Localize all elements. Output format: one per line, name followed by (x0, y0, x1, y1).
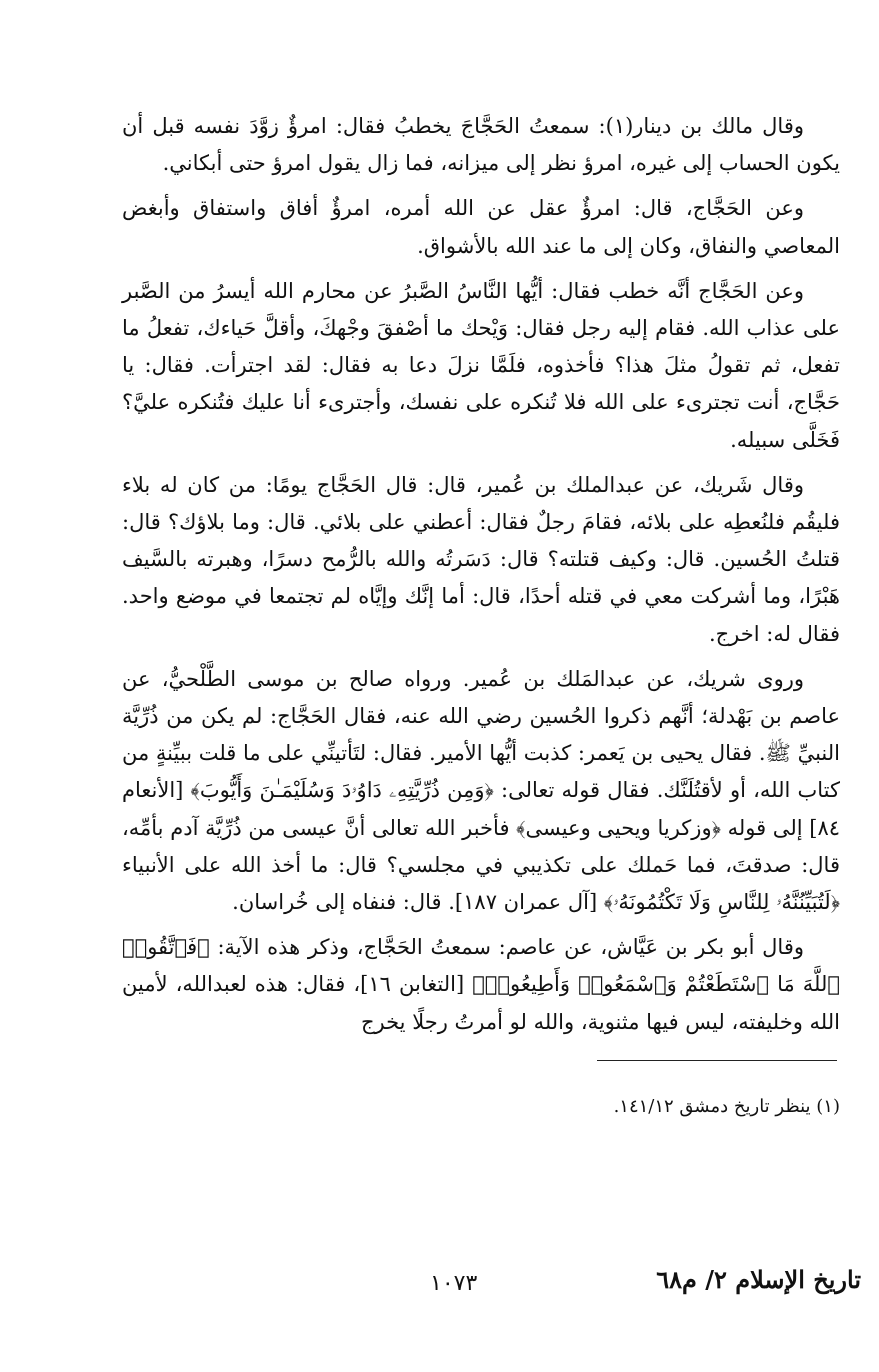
paragraph: وعن الحَجَّاج أنَّه خطب فقال: أيُّها النَّاسُ الصَّبرُ عن محارم الله أيسرُ من الصَّبر على عذاب الله. فقام إليه رجل فقال: وَيْحك ما أصْفقَ وجْهكَ، وأقلَّ حَياءك، تفعلُ ما تفعل، ثم تقولُ مثلَ هذا؟ فأخذوه، فلَمَّا نزلَ دعا به فقال: لقد اجترأت. فقال: يا حَجَّاج، أنت تجترىء على الله فلا تُنكره على نفسك، وأجترىء أنا عليك فتُنكره عليَّ؟ فَخَلَّى سبيله. (122, 278, 840, 452)
paragraph: وقال أبو بكر بن عَيَّاش، عن عاصم: سمعتُ الحَجَّاج، وذكر هذه الآية: ﴿فَٱتَّقُوا۟ ٱللَّهَ مَا ٱسْتَطَعْتُمْ وَٱسْمَعُوا۟ وَأَطِيعُوا۟﴾ [التغابن ١٦]، فقال: هذه لعبدالله، لأمين الله وخليفته، ليس فيها مثنوية، والله لو أمرتُ رجلًا يخرج (122, 935, 841, 1034)
paragraph: وروى شريك، عن عبدالمَلك بن عُمير. ورواه صالح بن موسى الطَّلْحيُّ، عن عاصم بن بَهْدلة؛ أنَّهم ذكروا الحُسين رضي الله عنه، فقال الحَجَّاج: لم يكن من ذُرِّيَّة النبيِّ ﷺ. فقال يحيى بن يَعمر: كذبت أيُّها الأمير. فقال: لتَأتينِّي على ما قلت ببيِّنةٍ من كتاب الله، أو لأقتُلَنَّك. فقال قوله تعالى: ﴿وَمِن ذُرِّيَّتِهِۦ دَاوُۥدَ وَسُلَيْمَـٰنَ وَأَيُّوبَ﴾ [الأنعام ٨٤] إلى قوله ﴿وزكريا ويحيى وعيسى﴾ فأخبر الله تعالى أنَّ عيسى من ذُرِّيَّة آدم بأمِّه، قال: صدقتَ، فما حَملك على تكذيبي في مجلسي؟ قال: ما أخذ الله على الأنبياء ﴿لَتُبَيِّنُنَّهُۥ لِلنَّاسِ وَلَا تَكْتُمُونَهُۥ﴾ [آل عمران ١٨٧]. قال: فنفاه إلى خُراسان. (122, 666, 840, 915)
page-footer (0, 1262, 879, 1302)
paragraph: وعن الحَجَّاج، قال: امرؤٌ عقل عن الله أمره، امرؤٌ أفاق واستفاق وأبغض المعاصي والنفاق، وكان إلى ما عند الله بالأشواق. (122, 196, 840, 258)
footnote-divider (597, 1060, 837, 1061)
paragraph: وقال مالك بن دينار(١): سمعتُ الحَجَّاجَ يخطبُ فقال: امرؤٌ زوَّدَ نفسه قبل أن يكون الحساب إلى غيره، امرؤ نظر إلى ميزانه، فما زال يقول امرؤ حتى أبكاني. (122, 114, 840, 176)
page-number: ١٠٧٣ (430, 1271, 478, 1296)
main-text (122, 108, 840, 1049)
paragraph: وقال شَريك، عن عبدالملك بن عُمير، قال: قال الحَجَّاج يومًا: من كان له بلاء فليقُم فلنُعطِه على بلائه، فقامَ رجلٌ فقال: أعطني على بلائي. قال: وما بلاؤك؟ قال: قتلتُ الحُسين. قال: وكيف قتلته؟ قال: دَسَرتُه والله بالرُّمح دسرًا، وهبرته بالسَّيف هَبْرًا، وما أشركت معي في قتله أحدًا، قال: أما إنَّك وإيَّاه لم تجتمعا في موضع واحد. فقال له: اخرج. (122, 472, 840, 646)
book-title: تاريخ الإسلام ٢/ م٦٨ (656, 1265, 861, 1294)
footnote: (١) ينظر تاريخ دمشق ١٤١/١٢. (613, 1096, 840, 1117)
